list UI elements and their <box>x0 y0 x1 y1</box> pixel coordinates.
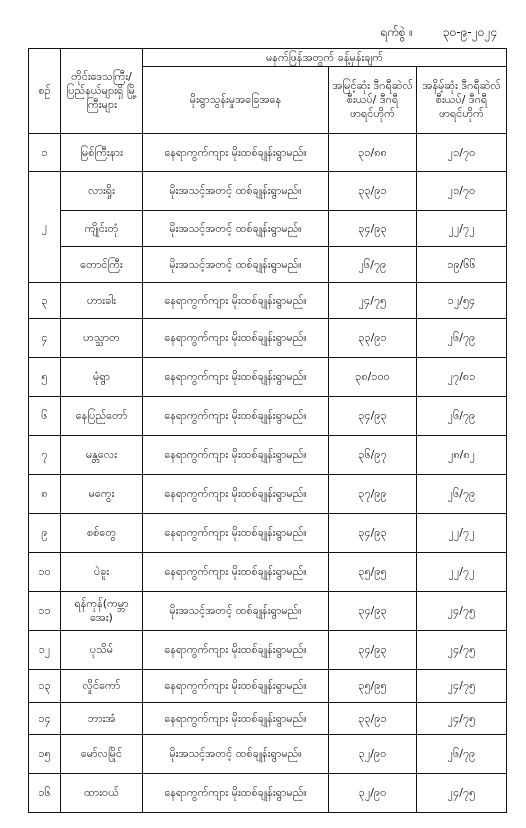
table-row <box>29 735 507 774</box>
cell-weather: နေရာကွက်ကျား မိုးထစ်ချုန်းရွာမည်။ <box>143 134 329 172</box>
cell-no: ၇ <box>29 436 61 475</box>
cell-no: ၁၁ <box>29 592 61 631</box>
cell-max: ၃၄/၉၃ <box>329 592 417 631</box>
cell-min: ၂၂/၇၂ <box>417 211 507 247</box>
header-forecast-group: မနက်ဖြန်အတွက် ခန့်မှန်းချက် <box>143 49 507 67</box>
cell-city: ဟားခါး <box>61 283 143 319</box>
cell-weather: နေရာကွက်ကျား မိုးထစ်ချုန်းရွာမည်။ <box>143 670 329 703</box>
cell-city: စစ်တွေ <box>61 514 143 553</box>
cell-no: ၁၂ <box>29 631 61 670</box>
cell-weather: မိုးအသင့်အတင့် ထစ်ချုန်းရွာမည်။ <box>143 735 329 774</box>
cell-min: ၂၆/၇၉ <box>417 319 507 358</box>
cell-city: မော်လမြိုင် <box>61 735 143 774</box>
cell-min: ၂၄/၇၅ <box>417 670 507 703</box>
header-region: တိုင်းဒေသကြီး/ ပြည်နယ်များရှိ မြို့ကြီးများ <box>61 49 143 134</box>
cell-min: ၂၈/၈၂ <box>417 436 507 475</box>
table-row <box>29 172 507 211</box>
cell-max: ၃၃/၉၁ <box>329 172 417 211</box>
cell-max: ၃၃/၉၁ <box>329 319 417 358</box>
cell-min: ၂၂/၇၂ <box>417 553 507 592</box>
cell-weather: မိုးအသင့်အတင့် ထစ်ချုန်းရွာမည်။ <box>143 592 329 631</box>
cell-min: ၁၂/၅၄ <box>417 283 507 319</box>
date-label: ရက်စွဲ ။ <box>380 25 413 39</box>
table-row <box>29 631 507 670</box>
table-row <box>29 475 507 514</box>
table-row <box>29 592 507 631</box>
cell-max: ၃၂/၉၀ <box>329 774 417 813</box>
cell-min: ၂၄/၇၅ <box>417 774 507 813</box>
cell-weather: နေရာကွက်ကျား မိုးထစ်ချုန်းရွာမည်။ <box>143 631 329 670</box>
cell-no: ၁၅ <box>29 735 61 774</box>
cell-max: ၃၆/၉၇ <box>329 436 417 475</box>
cell-city: ပဲခူး <box>61 553 143 592</box>
cell-min: ၂၇/၈၁ <box>417 358 507 397</box>
cell-weather: မိုးအသင့်အတင့် ထစ်ချုန်းရွာမည်။ <box>143 247 329 283</box>
cell-city: မကွေး <box>61 475 143 514</box>
table-row <box>29 514 507 553</box>
cell-city: ဟသ္သာတ <box>61 319 143 358</box>
cell-weather: နေရာကွက်ကျား မိုးထစ်ချုန်းရွာမည်။ <box>143 319 329 358</box>
cell-max: ၃၅/၉၅ <box>329 670 417 703</box>
cell-min: ၂၁/၇၀ <box>417 172 507 211</box>
table-row <box>29 134 507 172</box>
cell-no: ၅ <box>29 358 61 397</box>
table-row <box>29 358 507 397</box>
header-weather: မိုးရွာသွန်းမှုအခြေအနေ <box>143 67 329 134</box>
cell-max: ၃၄/၉၃ <box>329 514 417 553</box>
cell-max: ၂၄/၇၅ <box>329 283 417 319</box>
cell-no: ၆ <box>29 397 61 436</box>
cell-max: ၃၈/၁၀၀ <box>329 358 417 397</box>
cell-min: ၂၆/၇၉ <box>417 475 507 514</box>
cell-weather: နေရာကွက်ကျား မိုးထစ်ချုန်းရွာမည်။ <box>143 436 329 475</box>
cell-weather: နေရာကွက်ကျား မိုးထစ်ချုန်းရွာမည်။ <box>143 475 329 514</box>
cell-weather: နေရာကွက်ကျား မိုးထစ်ချုန်းရွာမည်။ <box>143 703 329 735</box>
cell-city: တောင်ကြီး <box>61 247 143 283</box>
cell-weather: နေရာကွက်ကျား မိုးထစ်ချုန်းရွာမည်။ <box>143 553 329 592</box>
cell-city: မုံရွာ <box>61 358 143 397</box>
cell-no: ၄ <box>29 319 61 358</box>
cell-weather: နေရာကွက်ကျား မိုးထစ်ချုန်းရွာမည်။ <box>143 514 329 553</box>
cell-weather: နေရာကွက်ကျား မိုးထစ်ချုန်းရွာမည်။ <box>143 397 329 436</box>
cell-weather: မိုးအသင့်အတင့် ထစ်ချုန်းရွာမည်။ <box>143 172 329 211</box>
table-row <box>29 436 507 475</box>
cell-min: ၁၉/၆၆ <box>417 247 507 283</box>
header-no: စဉ် <box>29 49 61 134</box>
cell-city: ပုသိမ် <box>61 631 143 670</box>
cell-min: ၂၂/၇၂ <box>417 514 507 553</box>
cell-city: ရန်ကုန်(ကမ္ဘာအေး) <box>61 592 143 631</box>
cell-min: ၂၆/၇၉ <box>417 735 507 774</box>
cell-min: ၂၄/၇၅ <box>417 703 507 735</box>
cell-max: ၃၄/၉၃ <box>329 211 417 247</box>
cell-weather: မိုးအသင့်အတင့် ထစ်ချုန်းရွာမည်။ <box>143 211 329 247</box>
cell-max: ၃၅/၉၅ <box>329 553 417 592</box>
cell-max: ၃၄/၉၃ <box>329 631 417 670</box>
cell-weather: နေရာကွက်ကျား မိုးထစ်ချုန်းရွာမည်။ <box>143 358 329 397</box>
cell-max: ၃၃/၉၁ <box>329 703 417 735</box>
cell-no: ၃ <box>29 283 61 319</box>
cell-city: မြစ်ကြီးနား <box>61 134 143 172</box>
table-row <box>29 397 507 436</box>
cell-weather: နေရာကွက်ကျား မိုးထစ်ချုန်းရွာမည်။ <box>143 283 329 319</box>
cell-max: ၃၂/၉၀ <box>329 735 417 774</box>
cell-city: ထားဝယ် <box>61 774 143 813</box>
table-row <box>29 703 507 735</box>
cell-no: ၁၃ <box>29 670 61 703</box>
table-row <box>29 247 507 283</box>
date-value: ၃၀-၉-၂၀၂၄ <box>442 25 498 39</box>
cell-max: ၃၁/၈၈ <box>329 134 417 172</box>
cell-no: ၁ <box>29 134 61 172</box>
cell-city: ကျိုင်းတုံ <box>61 211 143 247</box>
cell-min: ၂၆/၇၉ <box>417 397 507 436</box>
cell-city: လားရှိုး <box>61 172 143 211</box>
cell-city: မန္တလေး <box>61 436 143 475</box>
cell-no: ၁၆ <box>29 774 61 813</box>
cell-city: ဘားအံ <box>61 703 143 735</box>
cell-no: ၁၀ <box>29 553 61 592</box>
table-row <box>29 670 507 703</box>
cell-max: ၂၆/၇၉ <box>329 247 417 283</box>
cell-no: ၂ <box>29 172 61 283</box>
cell-no: ၉ <box>29 514 61 553</box>
cell-min: ၂၄/၇၅ <box>417 592 507 631</box>
header-max: အမြင့်ဆုံး ဒီဂရီဆဲလ်စီးယပ်/ ဒီဂရီဖာရင်ဟိုက် <box>329 67 417 134</box>
cell-no: ၁၄ <box>29 703 61 735</box>
cell-weather: နေရာကွက်ကျား မိုးထစ်ချုန်းရွာမည်။ <box>143 774 329 813</box>
cell-min: ၂၁/၇၀ <box>417 134 507 172</box>
table-body <box>29 134 507 813</box>
header-min: အနိမ့်ဆုံး ဒီဂရီဆဲလ်စီးယပ်/ ဒီဂရီဖာရင်ဟိုက် <box>417 67 507 134</box>
cell-min: ၂၄/၇၅ <box>417 631 507 670</box>
table-row <box>29 283 507 319</box>
table-row <box>29 553 507 592</box>
cell-no: ၈ <box>29 475 61 514</box>
table-row <box>29 319 507 358</box>
cell-max: ၃၄/၉၃ <box>329 397 417 436</box>
cell-city: နေပြည်တော် <box>61 397 143 436</box>
cell-max: ၃၇/၉၉ <box>329 475 417 514</box>
table-row <box>29 211 507 247</box>
table-row <box>29 774 507 813</box>
date-line <box>380 24 497 42</box>
cell-city: လှိုင်ကော် <box>61 670 143 703</box>
forecast-table <box>28 48 507 813</box>
